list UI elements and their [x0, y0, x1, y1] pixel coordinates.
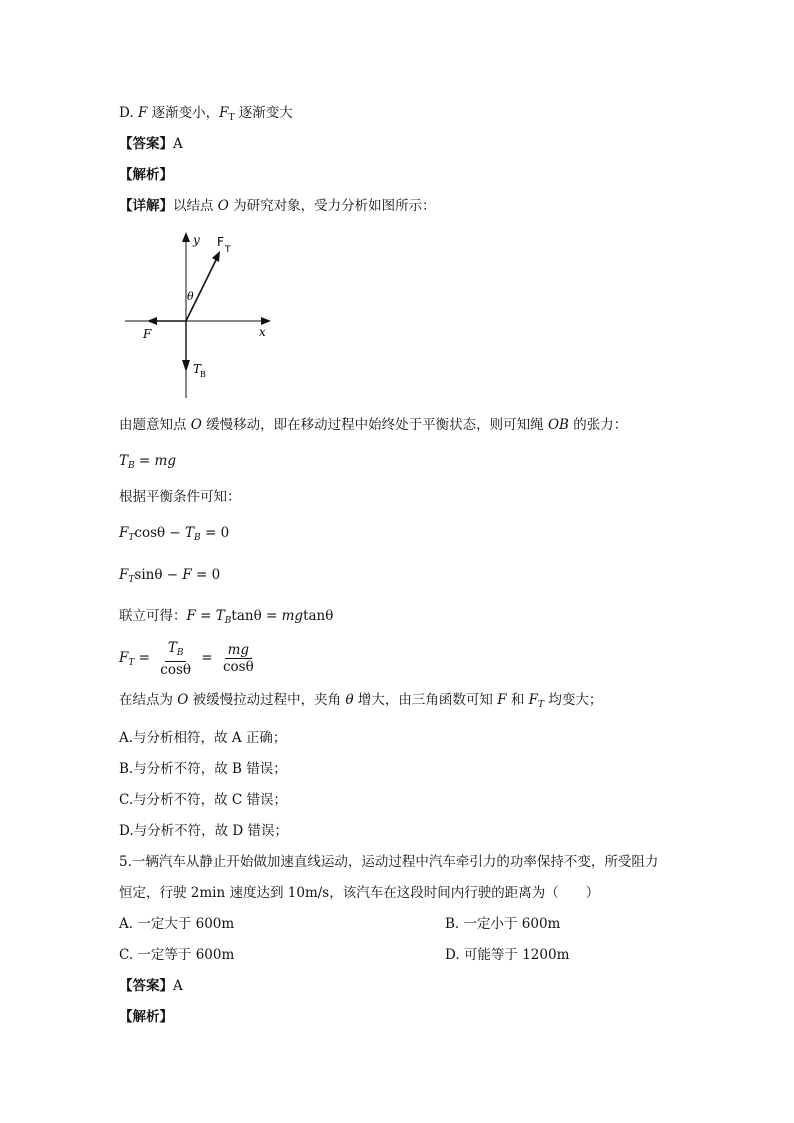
subscript: T	[128, 533, 135, 543]
text: 由题意知点	[119, 417, 191, 433]
symbol-F: F	[119, 567, 129, 583]
tan-text: tanθ =	[231, 608, 282, 624]
symbol-theta: θ	[345, 692, 354, 708]
symbol-F: F	[497, 692, 507, 708]
option-c-analysis: C.与分析不符，故 C 错误；	[119, 792, 288, 808]
x-arrowhead	[261, 317, 271, 325]
equals: =	[195, 608, 216, 624]
text: 增大，由三角函数可知	[353, 692, 498, 708]
equals: =	[134, 650, 155, 666]
symbol-mg: mg	[281, 608, 304, 624]
text: 均变大；	[544, 692, 603, 708]
y-label: y	[193, 233, 200, 247]
tan-text: tanθ	[303, 608, 334, 624]
symbol-T: T	[119, 453, 129, 469]
TB-label: T	[193, 362, 202, 376]
text: 被缓慢拉动过程中，夹角	[188, 692, 346, 708]
y-arrowhead	[182, 232, 190, 242]
symbol-F: F	[182, 567, 192, 583]
symbol-F: F	[119, 525, 129, 541]
paragraph-2: 根据平衡条件可知：	[119, 489, 241, 505]
equation-mid: sinθ −	[134, 567, 183, 583]
equals: =	[197, 650, 217, 666]
subscript: B	[176, 647, 184, 658]
analysis-heading: 【解析】	[119, 167, 173, 183]
FT-subscript: T	[225, 245, 231, 255]
answer-value: A	[173, 978, 183, 994]
subscript: T	[128, 658, 135, 668]
equation-2	[119, 524, 229, 547]
answer-value: A	[173, 136, 183, 152]
paragraph-1	[119, 416, 627, 434]
equation-1	[119, 452, 176, 475]
F-label: F	[143, 327, 152, 341]
subscript: T	[538, 700, 545, 710]
q5-option-c: C. 一定等于 600m	[119, 947, 235, 963]
x-label: x	[259, 325, 266, 339]
subscript: B	[194, 533, 201, 543]
text: 的张力：	[568, 417, 628, 433]
fraction-1	[157, 640, 194, 678]
subscript: T	[228, 113, 235, 123]
answer-label: 【答案】	[119, 978, 173, 994]
subscript: B	[128, 461, 135, 471]
q5-option-d: D. 可能等于 1200m	[445, 947, 570, 963]
symbol-OB: OB	[547, 417, 569, 433]
question-5-line-2: 恒定，行驶 2min 速度达到 10m/s，该汽车在这段时间内行驶的距离为（ ）	[119, 885, 600, 901]
option-b-analysis: B.与分析不符，故 B 错误；	[119, 761, 287, 777]
equation-4	[119, 607, 333, 630]
numerator: mg	[225, 642, 252, 659]
theta-label: θ	[187, 290, 194, 303]
text: 和	[506, 692, 529, 708]
symbol-T: T	[185, 525, 195, 541]
question-5-line-1: 5.一辆汽车从静止开始做加速直线运动，运动过程中汽车牵引力的功率保持不变，所受阻力	[119, 854, 659, 870]
symbol-O: O	[177, 692, 189, 708]
equation-5	[119, 638, 260, 683]
detail-line	[119, 197, 436, 215]
text: 为研究对象，受力分析如图所示：	[228, 198, 436, 214]
TB-arrowhead	[182, 360, 190, 372]
FT-label: F	[217, 235, 224, 249]
force-diagram	[119, 228, 289, 400]
analysis-heading-2: 【解析】	[119, 1009, 173, 1025]
equation-3	[119, 566, 220, 589]
detail-label: 【详解】	[119, 198, 173, 214]
subscript: B	[224, 616, 232, 626]
symbol-FT: F	[528, 692, 539, 708]
symbol-F: F	[137, 105, 148, 121]
option-d-analysis: D.与分析不符，故 D 错误；	[119, 823, 289, 839]
fraction-2	[220, 642, 257, 675]
option-letter: D.	[119, 105, 138, 121]
symbol-F: F	[186, 608, 196, 624]
label: 联立可得：	[119, 608, 187, 624]
symbol-O: O	[217, 198, 229, 214]
equation-end: = 0	[200, 525, 230, 541]
answer-line	[119, 135, 183, 153]
symbol-T: T	[167, 639, 177, 656]
option-a-analysis: A.与分析相符，故 A 正确；	[119, 730, 287, 746]
symbol-T: T	[215, 608, 225, 624]
q5-option-b: B. 一定小于 600m	[445, 916, 561, 932]
answer-line-2	[119, 977, 183, 995]
equation-rest: = mg	[134, 453, 176, 469]
denominator: cosθ	[160, 661, 192, 678]
equation-end: = 0	[191, 567, 221, 583]
subscript: T	[128, 575, 135, 585]
symbol-FT: F	[219, 105, 229, 121]
TB-subscript: B	[200, 370, 206, 379]
symbol-F: F	[119, 650, 129, 666]
numerator	[165, 640, 187, 662]
denominator: cosθ	[222, 659, 254, 675]
F-arrowhead	[147, 317, 157, 325]
text: 在结点为	[119, 692, 178, 708]
equation-mid: cosθ −	[134, 525, 186, 541]
answer-label: 【答案】	[119, 136, 173, 152]
option-d-line	[119, 104, 293, 127]
text: 逐渐变小，	[147, 105, 220, 121]
text: 以结点	[173, 198, 218, 214]
symbol-O: O	[190, 417, 202, 433]
q5-option-a: A. 一定大于 600m	[119, 916, 235, 932]
paragraph-3	[119, 691, 602, 714]
text: 缓慢移动，即在移动过程中始终处于平衡状态，则可知绳	[201, 417, 548, 433]
text: 逐渐变大	[234, 105, 293, 121]
